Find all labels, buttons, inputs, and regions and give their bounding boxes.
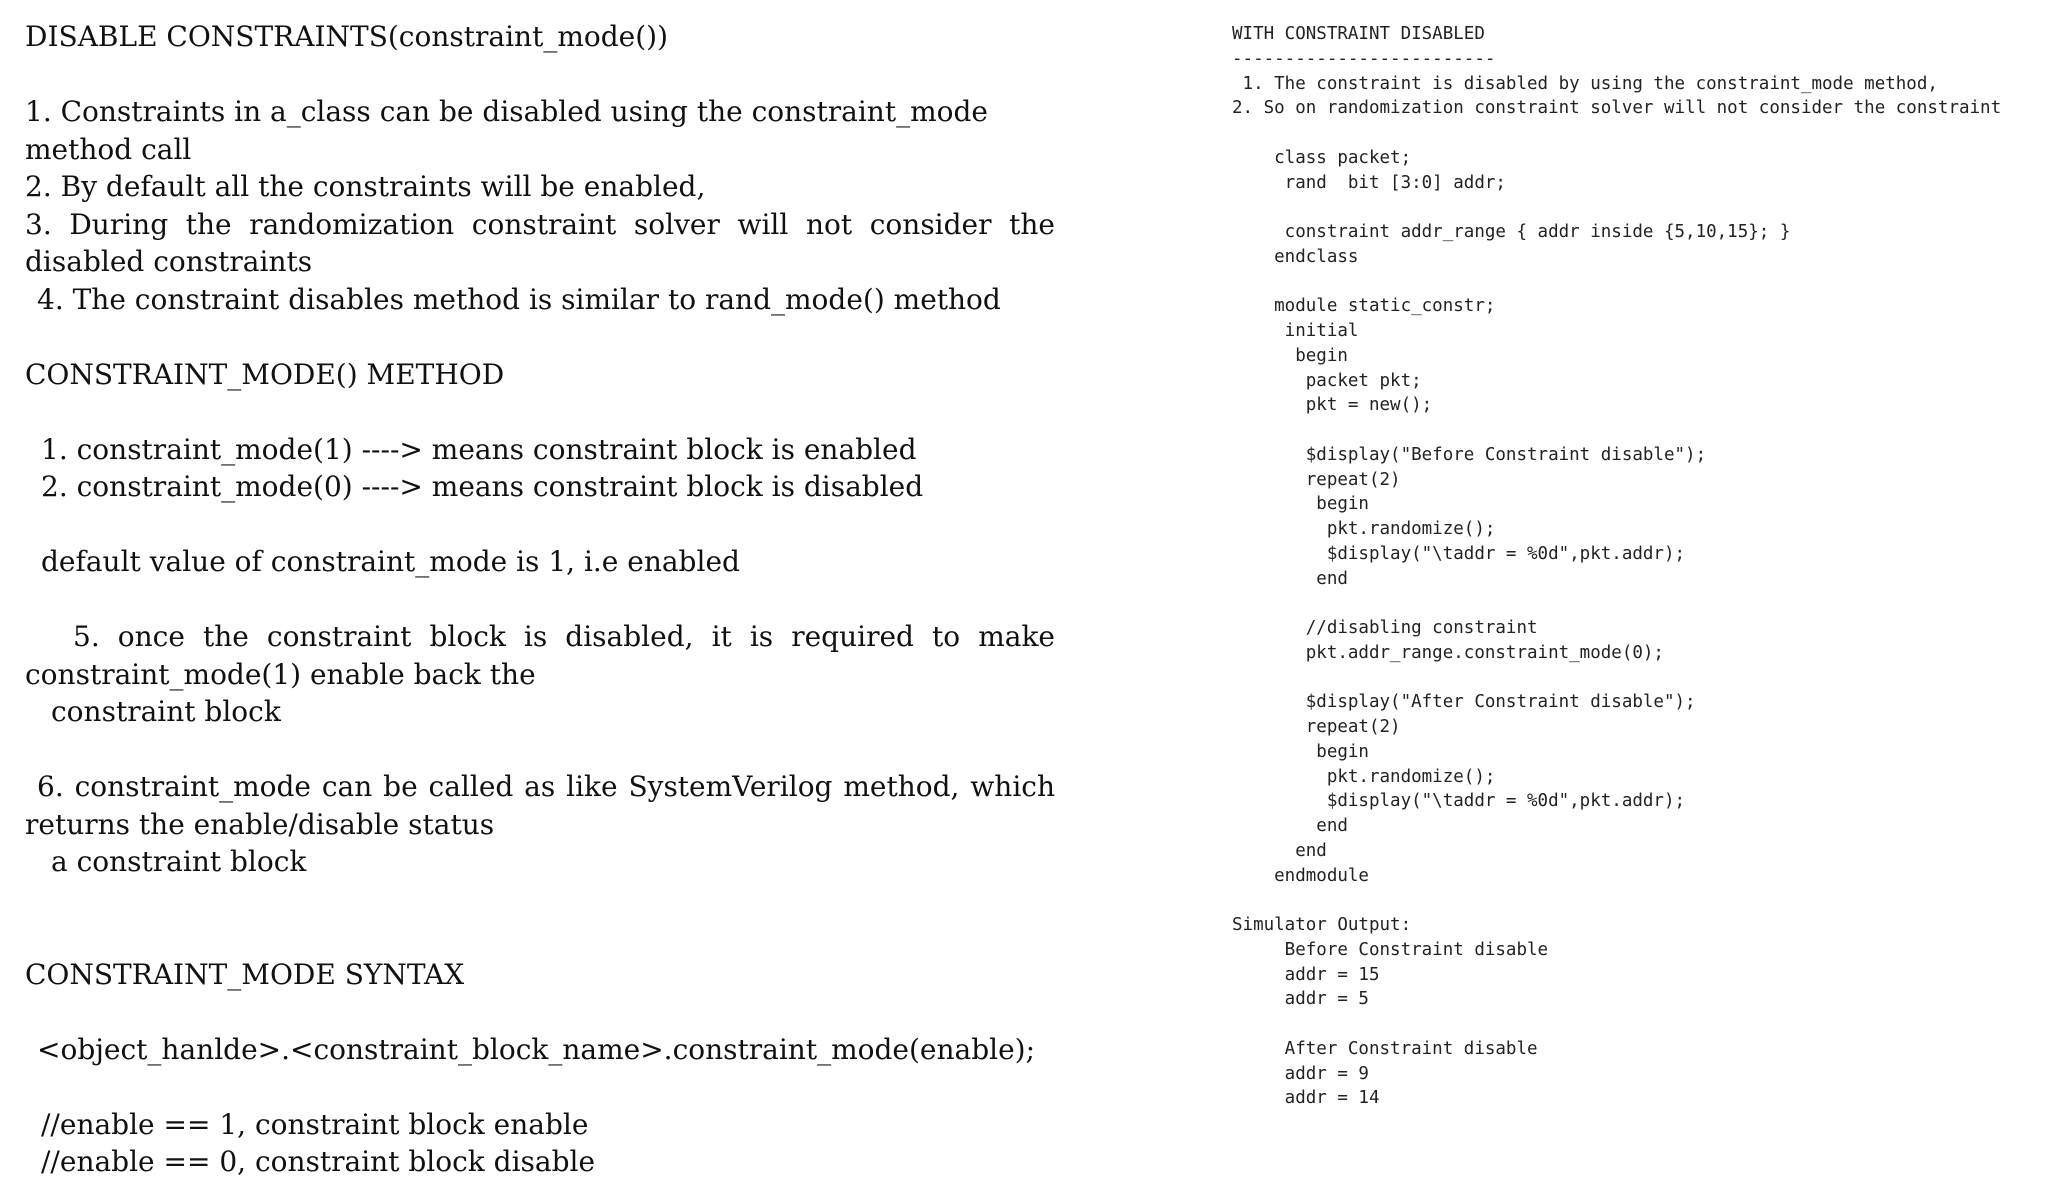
- code-line: pkt.randomize();: [1232, 766, 1496, 787]
- code-line: Before Constraint disable: [1232, 939, 1549, 960]
- code-line: $display("After Constraint disable");: [1232, 692, 1696, 713]
- point-5: 5. once the constraint block is disabled, it is required to make constraint_mode(1) enable back the: [25, 620, 1055, 691]
- point-6-continuation: a constraint block: [51, 845, 307, 878]
- syntax-line: <object_hanlde>.<constraint_block_name>.constraint_mode(enable);: [37, 1032, 1036, 1066]
- explanation-panel: [25, 18, 1055, 1181]
- code-panel: [1232, 22, 2022, 1111]
- code-listing: [1232, 121, 2022, 1111]
- code-line: $display("\taddr = %0d",pkt.addr);: [1232, 791, 1686, 812]
- code-line: [1232, 591, 2022, 616]
- code-line: end: [1232, 840, 1327, 861]
- code-note-2: 2. So on randomization constraint solver will not consider the constraint: [1232, 98, 2002, 119]
- code-line: [1232, 418, 2022, 443]
- code-line: [1232, 121, 2022, 146]
- code-line: pkt.addr_range.constraint_mode(0);: [1232, 642, 1664, 663]
- code-line: rand bit [3:0] addr;: [1232, 172, 1506, 193]
- code-line: endmodule: [1232, 865, 1369, 886]
- point-4: 4. The constraint disables method is similar to rand_mode() method: [37, 282, 1001, 316]
- code-line: endclass: [1232, 246, 1359, 267]
- code-line: Simulator Output:: [1232, 915, 1412, 935]
- code-line: [1232, 666, 2022, 691]
- point-5-continuation: constraint block: [51, 695, 281, 728]
- code-line: addr = 14: [1232, 1088, 1380, 1109]
- code-line: pkt = new();: [1232, 395, 1433, 416]
- point-2: 2. By default all the constraints will be enabled,: [25, 170, 706, 203]
- code-line: initial: [1232, 321, 1359, 341]
- mode-item-enabled: 1. constraint_mode(1) ----> means constraint block is enabled: [41, 432, 917, 466]
- code-line: //disabling constraint: [1232, 618, 1538, 638]
- point-3: 3. During the randomization constraint solver will not consider the disabled constraints: [25, 207, 1055, 278]
- code-line: end: [1232, 816, 1348, 836]
- code-title: WITH CONSTRAINT DISABLED: [1232, 24, 1485, 44]
- code-line: [1232, 195, 2022, 220]
- code-line: end: [1232, 568, 1348, 589]
- point-1: 1. Constraints in a_class can be disabled using the constraint_mode method call: [25, 95, 988, 166]
- code-line: repeat(2): [1232, 469, 1401, 490]
- code-note-1: 1. The constraint is disabled by using the constraint_mode method,: [1232, 73, 1938, 94]
- code-line: pkt.randomize();: [1232, 519, 1496, 539]
- code-line: After Constraint disable: [1232, 1038, 1538, 1059]
- code-line: addr = 15: [1232, 964, 1380, 985]
- default-note: default value of constraint_mode is 1, i.e enabled: [41, 545, 740, 578]
- method-heading: CONSTRAINT_MODE() METHOD: [25, 357, 505, 391]
- code-line: packet pkt;: [1232, 370, 1422, 391]
- comment-enable: //enable == 1, constraint block enable: [41, 1107, 589, 1141]
- code-line: begin: [1232, 494, 1369, 515]
- code-line: begin: [1232, 345, 1348, 366]
- code-line: $display("Before Constraint disable");: [1232, 444, 1707, 465]
- code-line: constraint addr_range { addr inside {5,10,15}; }: [1232, 222, 1791, 242]
- code-line: repeat(2): [1232, 717, 1401, 737]
- comment-disable: //enable == 0, constraint block disable: [41, 1145, 596, 1178]
- code-line: [1232, 1012, 2022, 1037]
- mode-item-disabled: 2. constraint_mode(0) ----> means constraint block is disabled: [41, 470, 924, 503]
- code-line: addr = 5: [1232, 989, 1369, 1010]
- section-title: DISABLE CONSTRAINTS(constraint_mode()): [25, 20, 668, 53]
- code-line: module static_constr;: [1232, 296, 1496, 317]
- code-line: class packet;: [1232, 147, 1412, 168]
- code-line: [1232, 888, 2022, 913]
- code-line: [1232, 270, 2022, 295]
- code-line: addr = 9: [1232, 1063, 1369, 1084]
- syntax-heading: CONSTRAINT_MODE SYNTAX: [25, 957, 465, 991]
- code-line: begin: [1232, 741, 1369, 762]
- title-rule: -------------------------: [1232, 48, 1496, 69]
- code-line: $display("\taddr = %0d",pkt.addr);: [1232, 543, 1686, 564]
- point-6: 6. constraint_mode can be called as like SystemVerilog method, which returns the enable/disable status: [25, 770, 1055, 841]
